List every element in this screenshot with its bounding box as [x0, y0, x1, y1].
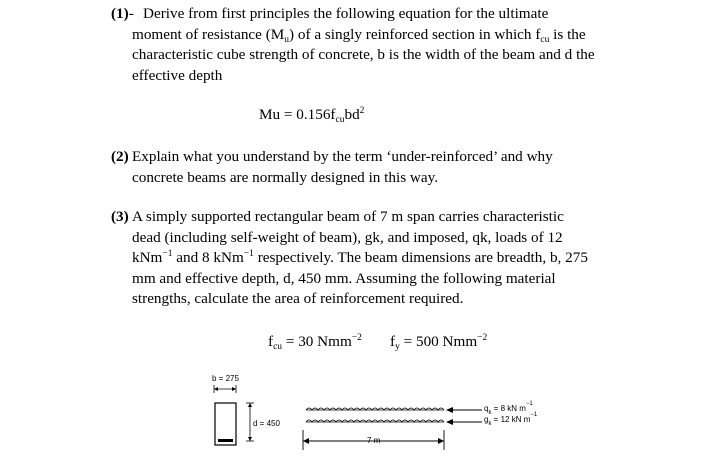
- question-3-line-4: mm and effective depth, d, 450 mm. Assuming the following material: [132, 269, 556, 287]
- question-3-number: (3): [111, 208, 129, 225]
- imposed-load-coil: [306, 408, 444, 410]
- breadth-label: b = 275: [212, 374, 239, 383]
- beam-cross-section: [215, 403, 236, 445]
- span-label: 7 m: [367, 436, 381, 445]
- question-1-line-4: effective depth: [132, 66, 223, 84]
- question-2-line-2: concrete beams are normally designed in this way.: [132, 168, 439, 186]
- material-strength-fy: $f_y = 500$ Nmm$^{-2}$: [390, 333, 488, 352]
- load-arrows: [446, 407, 482, 425]
- material-strength-fcu: $f_{cu} = 30$ Nmm$^{-2}$: [268, 333, 362, 352]
- imposed-load-label: $q_k = 8$ kN $m^{-1}$: [484, 401, 533, 416]
- question-2-number: (2): [111, 148, 129, 165]
- question-1-line-3: characteristic cube strength of concrete, b is the width of the beam and d the: [132, 46, 595, 64]
- distributed-load-coils: [306, 408, 444, 422]
- question-3-line-3: kNm$^{-1}$ and 8 kNm$^{-1}$ respectively. The beam dimensions are breadth, b, 275: [132, 249, 588, 267]
- question-3-line-5: strengths, calculate the area of reinforcement required.: [132, 290, 464, 308]
- dead-load-coil: [306, 420, 444, 422]
- question-1-line-2: moment of resistance $(M_u)$ of a singly reinforced section in which $f_{cu}$ is the: [132, 25, 586, 45]
- breadth-dimension: [214, 385, 236, 393]
- question-2: [111, 147, 553, 188]
- depth-label: d = 450: [253, 419, 280, 428]
- question-2-line-1: Explain what you understand by the term ‘under-reinforced’ and why: [132, 148, 553, 165]
- moment-equation: $Mu = 0.156f_{cu}bd^2$: [259, 106, 365, 125]
- question-3-line-1: A simply supported rectangular beam of 7 m span carries characteristic: [132, 208, 564, 225]
- question-3: [111, 207, 588, 310]
- dead-load-label: $g_k = 12$ kN $m^{-1}$: [484, 412, 538, 427]
- question-1: [111, 4, 595, 86]
- question-1-line-1: Derive from first principles the following equation for the ultimate: [143, 5, 549, 22]
- question-3-line-2: dead (including self-weight of beam), gk, and imposed, qk, loads of 12: [132, 228, 563, 246]
- question-1-number: (1)-: [111, 5, 134, 22]
